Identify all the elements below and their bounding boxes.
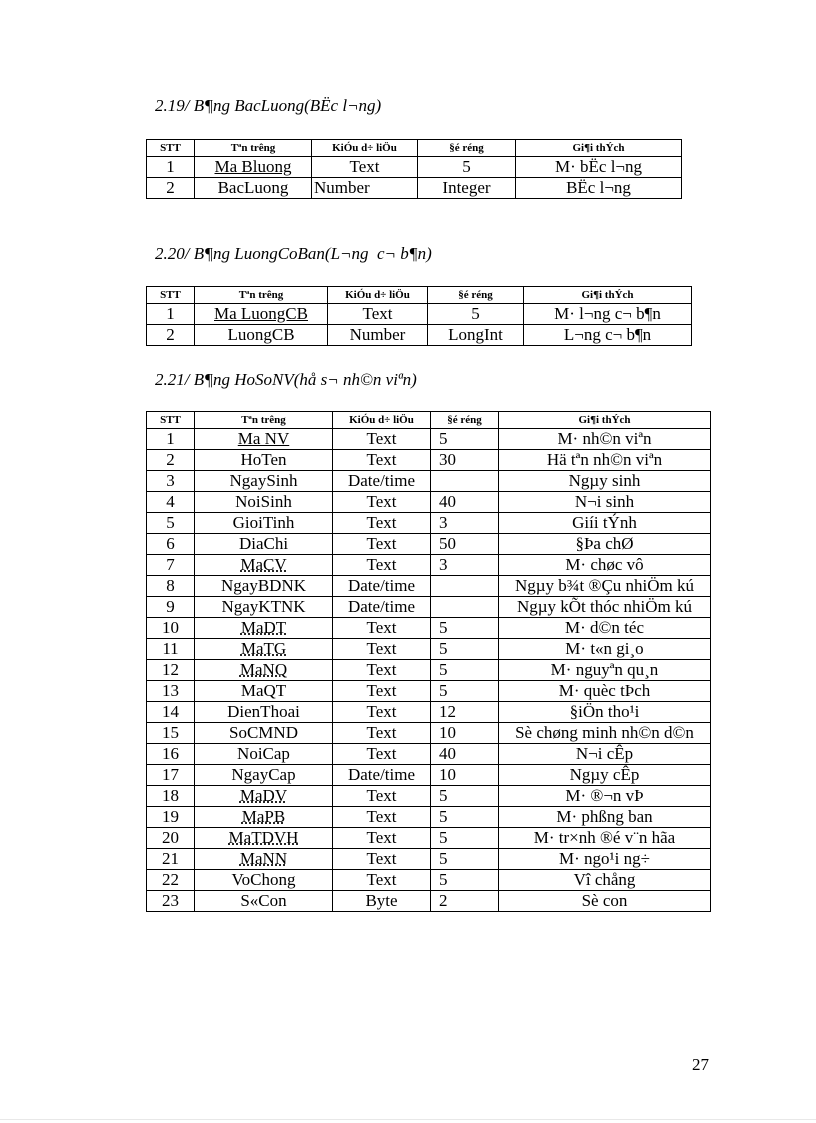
cell-description: Sè con [499, 891, 711, 912]
cell-stt: 23 [147, 891, 195, 912]
cell-data-type: Text [333, 723, 431, 744]
cell-field-name: MaTDVH [195, 828, 333, 849]
cell-description: Hä tªn nh©n viªn [499, 450, 711, 471]
cell-description: N¬i sinh [499, 492, 711, 513]
cell-data-type: Date/time [333, 471, 431, 492]
cell-stt: 6 [147, 534, 195, 555]
table-row [147, 681, 711, 702]
cell-stt: 7 [147, 555, 195, 576]
cell-data-type: Text [333, 744, 431, 765]
cell-width: 5 [428, 304, 524, 325]
cell-width: LongInt [428, 325, 524, 346]
cell-data-type: Text [328, 304, 428, 325]
table-row [147, 828, 711, 849]
cell-width: 50 [431, 534, 499, 555]
cell-description: Ngµy b¾t ®Çu nhiÖm kú [499, 576, 711, 597]
cell-width: 10 [431, 765, 499, 786]
cell-stt: 20 [147, 828, 195, 849]
cell-description: M· d©n téc [499, 618, 711, 639]
cell-description: M· quèc tÞch [499, 681, 711, 702]
cell-data-type: Text [333, 555, 431, 576]
col-header-stt: STT [147, 140, 195, 157]
cell-description: M· chøc vô [499, 555, 711, 576]
table-row [147, 157, 682, 178]
table-row [147, 765, 711, 786]
cell-stt: 5 [147, 513, 195, 534]
cell-description: M· tr×nh ®é v¨n hãa [499, 828, 711, 849]
cell-data-type: Text [333, 450, 431, 471]
cell-width: 5 [431, 870, 499, 891]
cell-stt: 2 [147, 450, 195, 471]
cell-field-name: GioiTinh [195, 513, 333, 534]
cell-width: 2 [431, 891, 499, 912]
cell-data-type: Date/time [333, 576, 431, 597]
cell-description: Ngµy cÊp [499, 765, 711, 786]
table-header-row [147, 287, 692, 304]
table-row [147, 513, 711, 534]
cell-data-type: Date/time [333, 765, 431, 786]
col-header-width: §é réng [418, 140, 516, 157]
cell-description: Sè chøng minh nh©n d©n [499, 723, 711, 744]
cell-stt: 1 [147, 304, 195, 325]
cell-data-type: Text [333, 786, 431, 807]
cell-description: BËc l¬ng [516, 178, 682, 199]
cell-description: M· bËc l¬ng [516, 157, 682, 178]
cell-width: 3 [431, 555, 499, 576]
cell-stt: 22 [147, 870, 195, 891]
cell-width: 5 [431, 660, 499, 681]
cell-field-name: MaNQ [195, 660, 333, 681]
cell-width: 5 [431, 849, 499, 870]
cell-data-type: Byte [333, 891, 431, 912]
table-row [147, 849, 711, 870]
cell-field-name: MaTG [195, 639, 333, 660]
cell-data-type: Text [333, 870, 431, 891]
table-bacluong [146, 139, 682, 199]
cell-width: 5 [431, 618, 499, 639]
table-row [147, 807, 711, 828]
table-row [147, 471, 711, 492]
col-header-description: Gi¶i thÝch [499, 412, 711, 429]
table-row [147, 723, 711, 744]
cell-data-type: Text [333, 849, 431, 870]
cell-field-name: MaDV [195, 786, 333, 807]
col-header-description: Gi¶i thÝch [524, 287, 692, 304]
cell-width: 10 [431, 723, 499, 744]
cell-data-type: Text [333, 807, 431, 828]
cell-width: 5 [418, 157, 516, 178]
cell-width: 30 [431, 450, 499, 471]
cell-width [431, 576, 499, 597]
cell-field-name: NgayCap [195, 765, 333, 786]
cell-data-type: Text [333, 660, 431, 681]
col-header-description: Gi¶i thÝch [516, 140, 682, 157]
table-row [147, 639, 711, 660]
cell-width: 5 [431, 681, 499, 702]
col-header-field-name: Tªn trêng [195, 140, 312, 157]
cell-description: M· t«n gi¸o [499, 639, 711, 660]
cell-description: M· phßng ban [499, 807, 711, 828]
cell-field-name: HoTen [195, 450, 333, 471]
table-row [147, 702, 711, 723]
cell-field-name: NoiSinh [195, 492, 333, 513]
section-heading-2-20: 2.20/ B¶ng LuongCoBan(L¬ng c¬ b¶n) [155, 244, 432, 263]
table-row [147, 618, 711, 639]
cell-stt: 17 [147, 765, 195, 786]
cell-width: 5 [431, 828, 499, 849]
cell-width: 40 [431, 744, 499, 765]
page-bottom-rule [0, 1119, 816, 1120]
cell-description: M· ®¬n vÞ [499, 786, 711, 807]
section-heading-2-21: 2.21/ B¶ng HoSoNV(hå s¬ nh©n viªn) [155, 370, 417, 389]
cell-stt: 2 [147, 178, 195, 199]
cell-description: Ngµy sinh [499, 471, 711, 492]
cell-field-name: S«Con [195, 891, 333, 912]
table-row [147, 891, 711, 912]
cell-width: 3 [431, 513, 499, 534]
col-header-width: §é réng [431, 412, 499, 429]
cell-width: 5 [431, 639, 499, 660]
cell-description: L¬ng c¬ b¶n [524, 325, 692, 346]
cell-description: M· l¬ng c¬ b¶n [524, 304, 692, 325]
cell-data-type: Text [333, 681, 431, 702]
table-header-row [147, 140, 682, 157]
cell-description: N¬i cÊp [499, 744, 711, 765]
cell-data-type: Text [333, 513, 431, 534]
cell-description: Vî chång [499, 870, 711, 891]
cell-stt: 14 [147, 702, 195, 723]
col-header-data-type: KiÓu d÷ liÖu [312, 140, 418, 157]
cell-data-type: Text [333, 492, 431, 513]
table-row [147, 555, 711, 576]
cell-field-name: MaNN [195, 849, 333, 870]
cell-field-name: BacLuong [195, 178, 312, 199]
table-header-row [147, 412, 711, 429]
cell-field-name: NgaySinh [195, 471, 333, 492]
table-row [147, 576, 711, 597]
cell-description: M· nh©n viªn [499, 429, 711, 450]
cell-data-type: Text [333, 534, 431, 555]
cell-stt: 21 [147, 849, 195, 870]
cell-width: Integer [418, 178, 516, 199]
cell-description: M· nguyªn qu¸n [499, 660, 711, 681]
section-heading-2-19: 2.19/ B¶ng BacLuong(BËc l¬ng) [155, 96, 382, 115]
page-number: 27 [692, 1055, 709, 1074]
cell-data-type: Text [312, 157, 418, 178]
table-luongcoban [146, 286, 692, 346]
cell-description: Ngµy kÕt thóc nhiÖm kú [499, 597, 711, 618]
cell-stt: 16 [147, 744, 195, 765]
cell-data-type: Number [328, 325, 428, 346]
table-row [147, 786, 711, 807]
cell-data-type: Text [333, 429, 431, 450]
cell-field-name: DienThoai [195, 702, 333, 723]
cell-field-name: VoChong [195, 870, 333, 891]
table-row [147, 325, 692, 346]
cell-description: Giíi tÝnh [499, 513, 711, 534]
cell-data-type: Text [333, 828, 431, 849]
cell-data-type: Number [312, 178, 418, 199]
cell-field-name: NgayKTNK [195, 597, 333, 618]
table-row [147, 429, 711, 450]
cell-description: §iÖn tho¹i [499, 702, 711, 723]
cell-width [431, 597, 499, 618]
cell-data-type: Text [333, 618, 431, 639]
table-row [147, 870, 711, 891]
col-header-width: §é réng [428, 287, 524, 304]
cell-width: 5 [431, 429, 499, 450]
cell-description: M· ngo¹i ng÷ [499, 849, 711, 870]
table-hosonv [146, 411, 711, 912]
table-row [147, 304, 692, 325]
table-row [147, 597, 711, 618]
col-header-data-type: KiÓu d÷ liÖu [328, 287, 428, 304]
cell-stt: 8 [147, 576, 195, 597]
table-row [147, 492, 711, 513]
cell-width [431, 471, 499, 492]
table-row [147, 660, 711, 681]
cell-field-name: MaPB [195, 807, 333, 828]
cell-stt: 11 [147, 639, 195, 660]
cell-field-name: NgayBDNK [195, 576, 333, 597]
cell-width: 40 [431, 492, 499, 513]
cell-field-name: MaCV [195, 555, 333, 576]
table-row [147, 534, 711, 555]
table-row [147, 450, 711, 471]
cell-field-name: Ma Bluong [195, 157, 312, 178]
table-row [147, 744, 711, 765]
cell-width: 12 [431, 702, 499, 723]
col-header-field-name: Tªn trêng [195, 287, 328, 304]
cell-stt: 15 [147, 723, 195, 744]
cell-stt: 13 [147, 681, 195, 702]
cell-field-name: Ma NV [195, 429, 333, 450]
cell-field-name: MaQT [195, 681, 333, 702]
cell-stt: 12 [147, 660, 195, 681]
cell-field-name: LuongCB [195, 325, 328, 346]
cell-data-type: Text [333, 639, 431, 660]
cell-stt: 2 [147, 325, 195, 346]
cell-width: 5 [431, 786, 499, 807]
cell-stt: 4 [147, 492, 195, 513]
col-header-field-name: Tªn trêng [195, 412, 333, 429]
col-header-stt: STT [147, 287, 195, 304]
col-header-stt: STT [147, 412, 195, 429]
cell-stt: 10 [147, 618, 195, 639]
cell-field-name: NoiCap [195, 744, 333, 765]
cell-field-name: SoCMND [195, 723, 333, 744]
cell-stt: 19 [147, 807, 195, 828]
cell-description: §Þa chØ [499, 534, 711, 555]
cell-field-name: DiaChi [195, 534, 333, 555]
cell-stt: 3 [147, 471, 195, 492]
cell-field-name: MaDT [195, 618, 333, 639]
table-row [147, 178, 682, 199]
cell-field-name: Ma LuongCB [195, 304, 328, 325]
cell-width: 5 [431, 807, 499, 828]
col-header-data-type: KiÓu d÷ liÖu [333, 412, 431, 429]
cell-data-type: Date/time [333, 597, 431, 618]
cell-stt: 18 [147, 786, 195, 807]
cell-stt: 9 [147, 597, 195, 618]
cell-data-type: Text [333, 702, 431, 723]
cell-stt: 1 [147, 429, 195, 450]
cell-stt: 1 [147, 157, 195, 178]
